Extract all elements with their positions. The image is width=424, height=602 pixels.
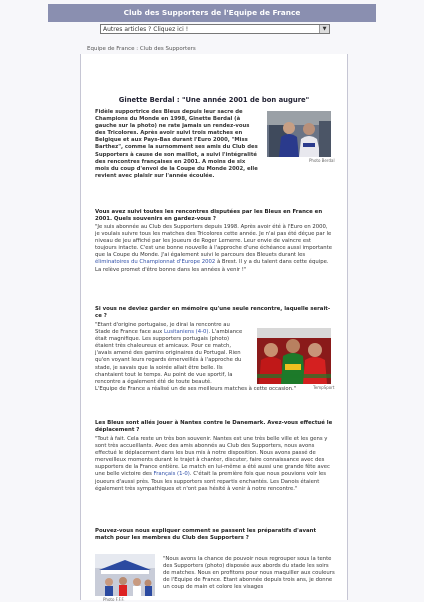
select-label: Autres articles ? Cliquez ici ! <box>103 26 189 33</box>
article-content <box>80 54 348 600</box>
portuguese-supporters-photo <box>257 328 331 384</box>
answer-2-text: "Etant d'origine portugaise, je dirai la rencontre au Stade de France face aux <box>95 322 230 336</box>
question-2: Si vous ne deviez garder en mémoire qu'une seule rencontre, laquelle serait-ce ? <box>95 306 331 320</box>
article-title: Ginette Berdal : "Une année 2001 de bon augure" <box>118 96 310 104</box>
answer-2-mid: . L'ambiance était magnifique. Les supporters portugais (photo) étaient très chaleureux et amicaux. Pour ce match, j'avais amené des gamins originaires du Portugal. Rien qu'en voyant leurs regards émerveillés à l'approche du stade, je savais que la soirée allait être belle. Ils chantaient tout le temps. Au point de vue sportif, la rencontre a également été de toute beauté. <box>95 329 243 385</box>
answer-1-text: "Je suis abonnée au Club des Supporters depuis 1998. Après avoir été à l'Euro en 2000, je voulais suivre tous les matches des Tricolores cette année. Je n'ai pas été déçue par le niveau de jeu affiché par les joueurs de Roger Lemerre. Leur envie de vaincre est toujours intacte. C'est une bonne nouvelle à l'approche d'une échéance aussi importante que la Coupe du Monde. J'ai également suivi le parcours des Bleuets durant les <box>95 224 332 259</box>
question-1: Vous avez suivi toutes les rencontres disputées par les Bleus en France en 2001. Quels souvenirs en gardez-vous ? <box>95 209 323 223</box>
denmark-match-link[interactable]: Français (1-0) <box>153 471 190 478</box>
chevron-down-icon[interactable]: ▼ <box>319 25 329 33</box>
answer-1-end: à Brest. Il y a du talent dans cette équipe. La relève promet d'être bonne dans les années à venir !" <box>95 259 329 273</box>
answer-3 <box>95 436 333 493</box>
answer-3-end: . C'était la première fois que nous pouvions voir les joueurs d'aussi près. Tous les supporters sont repartis enchantés. Les Danois étaient également très sympathiques et n'ont pas hésité à venir à notre rencontre." <box>95 471 327 492</box>
other-articles-select[interactable] <box>100 24 330 34</box>
photo-caption: Photo Berdal <box>309 158 335 163</box>
photo-caption: Photo F.F.F. <box>103 597 125 602</box>
answer-4: "Nous avons la chance de pouvoir nous regrouper sous la tente des Supporters (photo) disposée aux abords du stade les soirs de matches. Nous en profitons pour nous maquiller aux couleurs de l'Equipe de France. Etant abonnée depuis trois ans, je donne un coup de main et colore les visages <box>163 556 335 591</box>
portugal-match-link[interactable]: Lusitaniens (4-0) <box>163 329 209 336</box>
supporters-tent-photo <box>95 554 155 596</box>
answer-1 <box>95 224 333 274</box>
answer-2-end: L'Equipe de France a réalisé un de ses meilleurs matches à cette occasion." <box>95 385 297 392</box>
answer-3-text: "Tout à fait. Cela reste un très bon souvenir. Nantes est une très belle ville et les gens y sont très accueillants. Avec des amis abonnés au Club des Supporters, nous avons effectué le déplacement dans les bus mis à notre disposition. Nous avons passé de merveilleux moments durant le trajet à chanter, discuter, faire connaissance avec des supporters de la France entière. Le match en lui-même a été aussi une grande fête avec une belle victoire des <box>95 436 330 478</box>
supporters-photo <box>267 111 331 157</box>
question-3: Les Bleus sont allés jouer à Nantes contre le Danemark. Avez-vous effectué le déplacement ? <box>95 420 333 434</box>
euro-2002-qualifiers-link[interactable]: éliminatoires du Championnat d'Europe 2002 <box>95 259 216 266</box>
photo-caption: TempSport <box>313 385 335 390</box>
site-header: Club des Supporters de l'Equipe de France <box>48 4 376 22</box>
answer-2 <box>95 322 297 393</box>
article-lead: Fidèle supportrice des Bleus depuis leur sacre de Champions du Monde en 1998, Ginette Berdal (à gauche sur la photo) ne rate jamais un rendez-vous des Tricolores. Après avoir suivi trois matches en Belgique et aux Pays-Bas durant l'Euro 2000, "Miss Barthez", comme la surnomment ses amis du Club des Supporters à cause de son maillot, a suivi l'intégralité des rencontres françaises en 2001. A moins de six mois du coup d'envoi de la Coupe du Monde 2002, elle revient avec plaisir sur l'année écoulée. <box>95 109 258 179</box>
breadcrumb[interactable]: Equipe de France : Club des Supporters <box>87 46 196 52</box>
question-4: Pouvez-vous nous expliquer comment se passent les préparatifs d'avant match pour les membres du Club des Supporters ? <box>95 528 317 542</box>
